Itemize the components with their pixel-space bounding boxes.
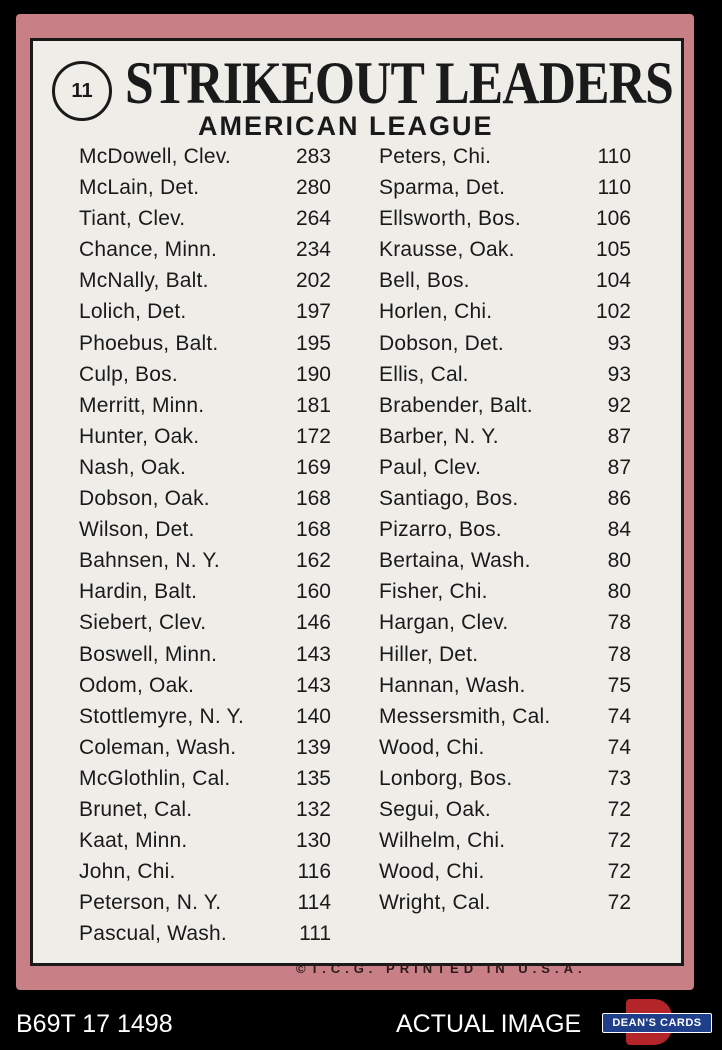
leader-row (79, 172, 331, 203)
strikeout-count: 87 (607, 424, 631, 448)
player-name: Horlen, Chi. (379, 300, 493, 324)
player-name: Santiago, Bos. (379, 487, 519, 511)
leader-row (79, 296, 331, 327)
player-name: Paul, Clev. (379, 455, 482, 479)
leader-row (79, 421, 331, 452)
leader-row (79, 545, 331, 576)
strikeout-count: 72 (607, 797, 631, 821)
strikeout-count: 202 (295, 269, 331, 293)
player-name: Wood, Chi. (379, 735, 485, 759)
logo-text: DEAN'S CARDS (602, 1013, 712, 1033)
leader-row (379, 483, 631, 514)
strikeout-count: 190 (295, 362, 331, 386)
strikeout-count: 75 (607, 673, 631, 697)
leader-row (79, 887, 331, 918)
leader-row (379, 670, 631, 701)
strikeout-count: 283 (295, 145, 331, 168)
leader-row (379, 887, 631, 918)
strikeout-count: 169 (295, 455, 331, 479)
strikeout-count: 80 (607, 580, 631, 604)
player-name: Peters, Chi. (379, 145, 492, 168)
strikeout-count: 74 (607, 704, 631, 728)
strikeout-count: 80 (607, 549, 631, 573)
leader-row (379, 576, 631, 607)
strikeout-count: 86 (607, 487, 631, 511)
strikeout-count: 78 (607, 642, 631, 666)
leader-row (79, 856, 331, 887)
leader-row (79, 328, 331, 359)
strikeout-count: 72 (607, 891, 631, 915)
player-name: Phoebus, Balt. (79, 331, 219, 355)
card-number-text: 11 (71, 79, 93, 102)
leader-row (379, 172, 631, 203)
actual-image-label: ACTUAL IMAGE (396, 1010, 582, 1038)
player-name: Ellis, Cal. (379, 362, 469, 386)
strikeout-count: 102 (595, 300, 631, 324)
player-name: Hiller, Det. (379, 642, 479, 666)
leader-row (379, 763, 631, 794)
strikeout-count: 264 (295, 207, 331, 231)
player-name: Bahnsen, N. Y. (79, 549, 220, 573)
leader-row (79, 918, 331, 949)
leader-row (79, 607, 331, 638)
player-name: Nash, Oak. (79, 455, 187, 479)
trading-card (16, 14, 694, 990)
catalog-number: B69T 17 1498 (16, 1010, 173, 1038)
player-name: Tiant, Clev. (79, 207, 186, 231)
strikeout-count: 143 (295, 642, 331, 666)
player-name: Brunet, Cal. (79, 797, 193, 821)
leader-row (379, 701, 631, 732)
player-name: Boswell, Minn. (79, 642, 218, 666)
player-name: Lolich, Det. (79, 300, 187, 324)
strikeout-count: 72 (607, 860, 631, 884)
player-name: Chance, Minn. (79, 238, 218, 262)
strikeout-count: 146 (295, 611, 331, 635)
strikeout-count: 78 (607, 611, 631, 635)
player-name: Wilhelm, Chi. (379, 829, 506, 853)
leader-row (79, 701, 331, 732)
leader-row (379, 359, 631, 390)
card-back-panel (30, 38, 684, 966)
deans-cards-logo (602, 999, 710, 1045)
leader-row (79, 452, 331, 483)
strikeout-count: 172 (295, 424, 331, 448)
player-name: Segui, Oak. (379, 797, 491, 821)
leader-row (379, 296, 631, 327)
leader-row (79, 359, 331, 390)
leader-row (379, 794, 631, 825)
strikeout-count: 168 (295, 487, 331, 511)
player-name: Hardin, Balt. (79, 580, 198, 604)
strikeout-count: 234 (295, 238, 331, 262)
player-name: Coleman, Wash. (79, 735, 237, 759)
strikeout-count: 105 (595, 238, 631, 262)
strikeout-count: 104 (595, 269, 631, 293)
player-name: Merritt, Minn. (79, 393, 205, 417)
player-name: McDowell, Clev. (79, 145, 231, 168)
strikeout-count: 111 (299, 922, 331, 946)
leader-row (79, 576, 331, 607)
leader-row (379, 514, 631, 545)
player-name: Kaat, Minn. (79, 829, 188, 853)
strikeout-count: 162 (295, 549, 331, 573)
leader-row (79, 825, 331, 856)
strikeout-count: 73 (607, 766, 631, 790)
strikeout-count: 132 (295, 797, 331, 821)
leader-row (379, 234, 631, 265)
leader-row (79, 265, 331, 296)
strikeout-count: 168 (295, 518, 331, 542)
player-name: Dobson, Oak. (79, 487, 210, 511)
leader-row (379, 545, 631, 576)
player-name: Fisher, Chi. (379, 580, 488, 604)
strikeout-count: 74 (607, 735, 631, 759)
copyright-line: ©T.C.G. PRINTED IN U.S.A. (296, 961, 587, 976)
player-name: Siebert, Clev. (79, 611, 207, 635)
strikeout-count: 84 (607, 518, 631, 542)
card-number (52, 61, 112, 121)
strikeout-count: 280 (295, 176, 331, 200)
strikeout-count: 143 (295, 673, 331, 697)
leader-row (379, 452, 631, 483)
leader-row (79, 670, 331, 701)
player-name: Messersmith, Cal. (379, 704, 551, 728)
strikeout-count: 130 (295, 829, 331, 853)
strikeout-count: 116 (297, 860, 331, 884)
player-name: Bertaina, Wash. (379, 549, 531, 573)
player-name: Pascual, Wash. (79, 922, 227, 946)
strikeout-count: 93 (607, 331, 631, 355)
strikeout-count: 197 (295, 300, 331, 324)
leader-row (379, 825, 631, 856)
strikeout-count: 110 (597, 145, 631, 168)
leader-row (379, 421, 631, 452)
leader-row (79, 234, 331, 265)
player-name: Pizarro, Bos. (379, 518, 502, 542)
leader-row (79, 203, 331, 234)
leader-row (379, 607, 631, 638)
player-name: Culp, Bos. (79, 362, 178, 386)
player-name: Peterson, N. Y. (79, 891, 222, 915)
player-name: John, Chi. (79, 860, 176, 884)
leaders-list-right (379, 141, 631, 918)
leader-row (79, 639, 331, 670)
leader-row (379, 639, 631, 670)
strikeout-count: 87 (607, 455, 631, 479)
player-name: McGlothlin, Cal. (79, 766, 231, 790)
player-name: Bell, Bos. (379, 269, 470, 293)
leader-row (79, 514, 331, 545)
strikeout-count: 114 (297, 891, 331, 915)
strikeout-count: 140 (295, 704, 331, 728)
leader-row (379, 203, 631, 234)
leader-row (79, 483, 331, 514)
league-subtitle: AMERICAN LEAGUE (198, 111, 494, 141)
player-name: Ellsworth, Bos. (379, 207, 521, 231)
strikeout-count: 106 (595, 207, 631, 231)
strikeout-count: 110 (597, 176, 631, 200)
player-name: Brabender, Balt. (379, 393, 533, 417)
player-name: Lonborg, Bos. (379, 766, 513, 790)
strikeout-count: 160 (295, 580, 331, 604)
strikeout-count: 135 (295, 766, 331, 790)
player-name: McNally, Balt. (79, 269, 209, 293)
player-name: Wood, Chi. (379, 860, 485, 884)
player-name: Hannan, Wash. (379, 673, 526, 697)
leader-row (79, 141, 331, 172)
strikeout-count: 195 (295, 331, 331, 355)
player-name: Hargan, Clev. (379, 611, 509, 635)
player-name: Wright, Cal. (379, 891, 491, 915)
leader-row (379, 141, 631, 172)
player-name: McLain, Det. (79, 176, 200, 200)
player-name: Sparma, Det. (379, 176, 506, 200)
leader-row (379, 265, 631, 296)
leaders-list-left (79, 141, 331, 949)
leader-row (379, 856, 631, 887)
strikeout-count: 72 (607, 829, 631, 853)
player-name: Krausse, Oak. (379, 238, 515, 262)
player-name: Odom, Oak. (79, 673, 195, 697)
leader-row (379, 328, 631, 359)
strikeout-count: 93 (607, 362, 631, 386)
card-title: STRIKEOUT LEADERS (125, 50, 673, 116)
strikeout-count: 181 (295, 393, 331, 417)
leader-row (79, 732, 331, 763)
player-name: Wilson, Det. (79, 518, 195, 542)
leader-row (379, 732, 631, 763)
leader-row (79, 390, 331, 421)
leader-row (79, 763, 331, 794)
leader-row (79, 794, 331, 825)
player-name: Dobson, Det. (379, 331, 504, 355)
player-name: Barber, N. Y. (379, 424, 499, 448)
leader-row (379, 390, 631, 421)
player-name: Stottlemyre, N. Y. (79, 704, 245, 728)
strikeout-count: 92 (607, 393, 631, 417)
strikeout-count: 139 (295, 735, 331, 759)
player-name: Hunter, Oak. (79, 424, 200, 448)
